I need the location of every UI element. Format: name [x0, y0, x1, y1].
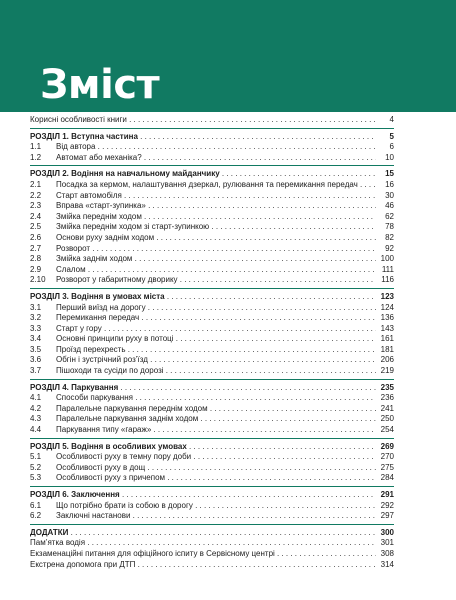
entry-page: 284	[380, 473, 394, 483]
toc-entry[interactable]	[30, 473, 394, 484]
toc-entry[interactable]	[30, 142, 394, 153]
entry-title: Змійка заднім ходом . . .	[56, 254, 376, 265]
entry-page: 62	[385, 211, 394, 221]
entry-title: Вправа «старт-зупинка» . . .	[56, 201, 376, 212]
entry-title: Основи руху заднім ходом . . .	[56, 233, 376, 244]
entry-page: 241	[380, 403, 394, 413]
toc-entry[interactable]	[30, 425, 394, 436]
toc-section-heading[interactable]	[30, 169, 394, 180]
section-title: РОЗДІЛ 5. Водіння в особливих умовах . . .	[30, 442, 376, 453]
entry-title: Особливості руху з причепом . . .	[56, 473, 376, 484]
section-divider	[30, 128, 394, 129]
entry-title: Основні принципи руху в потоці . . .	[56, 334, 376, 345]
entry-title: Розворот у габаритному дворику . . .	[56, 275, 376, 286]
entry-title: Посадка за кермом, налаштування дзеркал, рулювання та перемикання передач . . .	[56, 180, 376, 191]
entry-number: 4.2	[30, 403, 42, 413]
toc-entry[interactable]	[30, 463, 394, 474]
toc-entry[interactable]	[30, 452, 394, 463]
entry-number: 6.2	[30, 511, 42, 521]
toc-entry[interactable]	[30, 180, 394, 191]
entry-page: 250	[380, 414, 394, 424]
entry-page: 236	[380, 393, 394, 403]
toc-entry[interactable]	[30, 222, 394, 233]
section-title: РОЗДІЛ 4. Паркування . . .	[30, 383, 376, 394]
section-title: РОЗДІЛ 6. Заключення . . .	[30, 490, 376, 501]
toc-entry[interactable]	[30, 404, 394, 415]
section-title: РОЗДІЛ 1. Вступна частина . . .	[30, 132, 376, 143]
entry-number: 1.1	[30, 142, 42, 152]
toc-entry[interactable]	[30, 265, 394, 276]
entry-page: 270	[380, 452, 394, 462]
section-page: 15	[385, 169, 394, 179]
entry-page: 136	[380, 313, 394, 323]
entry-number: 4.1	[30, 393, 42, 403]
entry-page: 297	[380, 511, 394, 521]
entry-page: 301	[380, 538, 394, 548]
entry-page: 30	[385, 190, 394, 200]
toc-entry[interactable]	[30, 355, 394, 366]
entry-number: 3.5	[30, 344, 42, 354]
entry-page: 124	[380, 302, 394, 312]
section-page: 235	[380, 382, 394, 392]
entry-title: Змійка переднім ходом . . .	[56, 212, 376, 223]
entry-number: 2.10	[30, 275, 46, 285]
toc-section-heading[interactable]	[30, 490, 394, 501]
toc-entry[interactable]	[30, 538, 394, 549]
entry-number: 3.6	[30, 355, 42, 365]
header-band	[0, 0, 456, 112]
entry-page: 292	[380, 500, 394, 510]
toc-entry[interactable]	[30, 414, 394, 425]
toc-entry[interactable]	[30, 366, 394, 377]
entry-number: 2.8	[30, 254, 42, 264]
section-title: РОЗДІЛ 3. Водіння в умовах міста . . .	[30, 292, 376, 303]
entry-page: 16	[385, 179, 394, 189]
section-page: 5	[389, 131, 394, 141]
entry-title: Особливості руху в дощ . . .	[56, 463, 376, 474]
toc-section-heading[interactable]	[30, 383, 394, 394]
entry-page: 275	[380, 462, 394, 472]
section-divider	[30, 379, 394, 380]
toc-entry[interactable]	[30, 393, 394, 404]
entry-number: 3.1	[30, 302, 42, 312]
entry-number: 4.4	[30, 425, 42, 435]
toc-entry[interactable]	[30, 334, 394, 345]
entry-page: 219	[380, 366, 394, 376]
toc-entry-title: Корисні особливості книги . . .	[30, 115, 376, 126]
entry-title: Обгін і зустрічний роз’їзд . . .	[56, 355, 376, 366]
entry-number: 5.3	[30, 473, 42, 483]
entry-page: 78	[385, 222, 394, 232]
entry-number: 6.1	[30, 500, 42, 510]
entry-number: 2.4	[30, 211, 42, 221]
entry-title: Слалом . . .	[56, 265, 376, 276]
entry-page: 111	[381, 264, 394, 274]
toc-section-heading[interactable]	[30, 292, 394, 303]
section-divider	[30, 524, 394, 525]
entry-number: 3.4	[30, 334, 42, 344]
entry-number: 5.1	[30, 452, 42, 462]
entry-title: Екзаменаційні питання для офіційного іспиту в Сервісному центрі . . .	[30, 549, 376, 560]
section-page: 291	[380, 490, 394, 499]
entry-title: Старт у гору . . .	[56, 324, 376, 335]
toc-entry[interactable]	[30, 549, 394, 560]
entry-title: Що потрібно брати із собою в дорогу . . .	[56, 501, 376, 512]
section-divider	[30, 165, 394, 166]
entry-number: 2.6	[30, 232, 42, 242]
entry-page: 46	[385, 201, 394, 211]
toc-section-heading[interactable]	[30, 132, 394, 143]
entry-page: 254	[380, 425, 394, 435]
entry-title: Змійка переднім ходом зі старт-зупинкою . . .	[56, 222, 376, 233]
entry-page: 206	[380, 355, 394, 365]
entry-title: Розворот . . .	[56, 244, 376, 255]
section-divider	[30, 438, 394, 439]
entry-title: Паралельне паркування переднім ходом . . .	[56, 404, 376, 415]
entry-page: 116	[381, 275, 394, 285]
toc-entry-page: 4	[389, 115, 394, 124]
entry-title: Паралельне паркування заднім ходом . . .	[56, 414, 376, 425]
entry-number: 1.2	[30, 152, 42, 162]
toc-entry[interactable]	[30, 191, 394, 202]
entry-number: 2.1	[30, 179, 42, 189]
section-title: РОЗДІЛ 2. Водіння на навчальному майданчику . . .	[30, 169, 376, 180]
entry-number: 2.3	[30, 201, 42, 211]
entry-title: Старт автомобіля . . .	[56, 191, 376, 202]
section-page: 123	[380, 291, 394, 301]
entry-number: 4.3	[30, 414, 42, 424]
section-page: 300	[380, 527, 394, 537]
toc-entry[interactable]	[30, 212, 394, 223]
entry-page: 6	[389, 142, 394, 152]
entry-title: Автомат або механіка? . . .	[56, 153, 376, 164]
toc-section-heading[interactable]	[30, 442, 394, 453]
entry-title: Пішоходи та сусіди по дорозі . . .	[56, 366, 376, 377]
entry-title: Заключні настанови . . .	[56, 511, 376, 522]
entry-page: 10	[385, 152, 394, 162]
entry-number: 3.2	[30, 313, 42, 323]
entry-number: 5.2	[30, 462, 42, 472]
entry-title: Перемикання передач . . .	[56, 313, 376, 324]
toc-entry[interactable]	[30, 560, 394, 571]
entry-title: Від автора . . .	[56, 142, 376, 153]
entry-number: 3.3	[30, 323, 42, 333]
toc-entry[interactable]	[30, 313, 394, 324]
entry-number: 2.9	[30, 264, 42, 274]
entry-title: Перший виїзд на дорогу . . .	[56, 303, 376, 314]
toc-entry[interactable]	[30, 233, 394, 244]
section-divider	[30, 486, 394, 487]
entry-title: Особливості руху в темну пору доби . . .	[56, 452, 376, 463]
entry-page: 181	[380, 344, 394, 354]
entry-title: Способи паркування . . .	[56, 393, 376, 404]
toc-entry[interactable]	[30, 201, 394, 212]
entry-page: 143	[380, 323, 394, 333]
entry-page: 314	[380, 559, 394, 569]
toc-entry[interactable]	[30, 345, 394, 356]
entry-number: 2.2	[30, 190, 42, 200]
toc-entry[interactable]	[30, 324, 394, 335]
entry-page: 92	[385, 243, 394, 253]
section-divider	[30, 288, 394, 289]
entry-title: Екстрена допомога при ДТП . . .	[30, 560, 376, 571]
section-title: ДОДАТКИ . . .	[30, 528, 376, 539]
page-title: Зміст	[40, 62, 160, 108]
section-page: 269	[380, 441, 394, 451]
entry-page: 82	[385, 232, 394, 242]
entry-number: 3.7	[30, 366, 42, 376]
entry-number: 2.7	[30, 243, 42, 253]
toc-entry[interactable]	[30, 511, 394, 522]
toc-entry[interactable]	[30, 254, 394, 265]
entry-title: Паркування типу «гараж» . . .	[56, 425, 376, 436]
toc-entry[interactable]	[30, 501, 394, 512]
entry-page: 100	[380, 254, 394, 264]
entry-title: Пам’ятка водія . . .	[30, 538, 376, 549]
entry-page: 161	[380, 334, 394, 344]
entry-page: 308	[380, 548, 394, 558]
toc-entry[interactable]	[30, 153, 394, 164]
entry-title: Проїзд перехресть . . .	[56, 345, 376, 356]
table-of-contents	[30, 115, 394, 570]
toc-entry[interactable]	[30, 303, 394, 314]
toc-entry[interactable]	[30, 244, 394, 255]
toc-section-heading[interactable]	[30, 528, 394, 539]
entry-number: 2.5	[30, 222, 42, 232]
toc-entry-intro[interactable]	[30, 115, 394, 126]
toc-entry[interactable]	[30, 275, 394, 286]
